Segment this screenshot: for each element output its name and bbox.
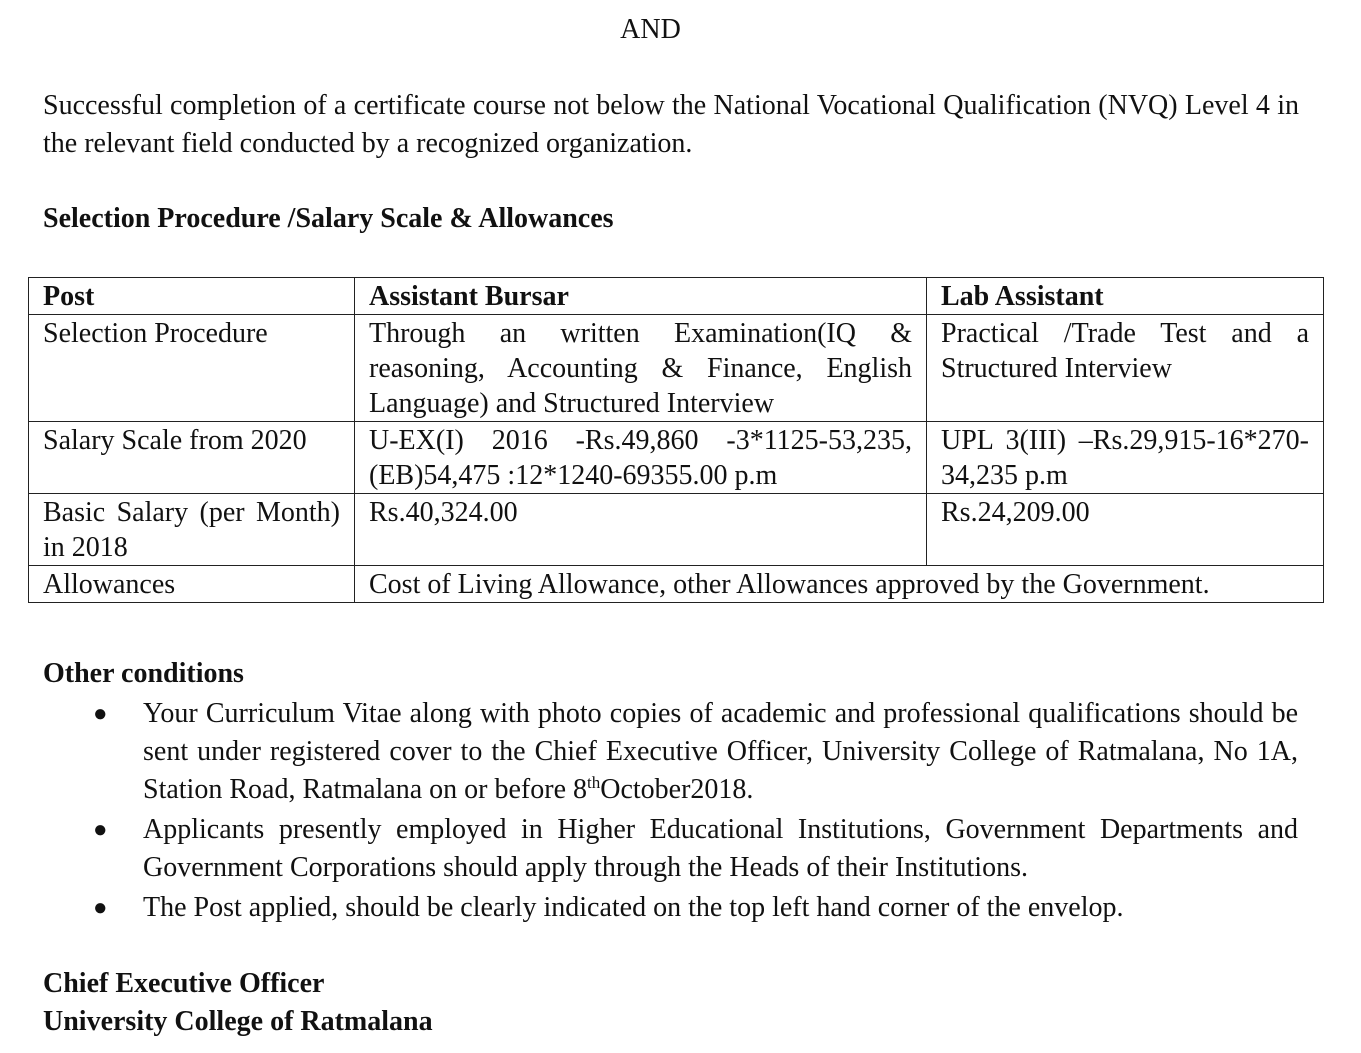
list-item (93, 889, 1298, 927)
assistant-bursar-basic-salary: Rs.40,324.00 (355, 494, 927, 566)
salary-table (28, 277, 1324, 603)
header-post: Post (29, 278, 355, 315)
bullet-icon: ● (93, 817, 108, 843)
condition-text: The Post applied, should be clearly indicated on the top left hand corner of the envelop. (143, 892, 1124, 923)
header-assistant-bursar: Assistant Bursar (355, 278, 927, 315)
condition-text: Applicants presently employed in Higher Educational Institutions, Government Departments and Government Corporations should apply through the Heads of their Institutions. (143, 814, 1298, 883)
ordinal-suffix: th (587, 773, 601, 792)
assistant-bursar-salary-scale: U-EX(I) 2016 -Rs.49,860 -3*1125-53,235,(EB)54,475 :12*1240-69355.00 p.m (355, 422, 927, 494)
conditions-list (93, 695, 1298, 929)
assistant-bursar-selection-procedure: Through an written Examination(IQ & reasoning, Accounting & Finance, English Language) and Structured Interview (355, 315, 927, 422)
signature-title: Chief Executive Officer (43, 968, 325, 999)
allowances-combined: Cost of Living Allowance, other Allowances approved by the Government. (355, 566, 1324, 603)
lab-assistant-salary-scale: UPL 3(III) –Rs.29,915-16*270-34,235 p.m (927, 422, 1324, 494)
bullet-icon: ● (93, 701, 108, 727)
table-row-basic-salary (29, 494, 1324, 566)
condition-text: Your Curriculum Vitae along with photo copies of academic and professional qualifications should be sent under registered cover to the Chief Executive Officer, University College of Ratmalana, No 1A, Station Road, Ratmalana on or before 8 (143, 698, 1298, 805)
row-label-selection-procedure: Selection Procedure (29, 315, 355, 422)
list-item (93, 811, 1298, 887)
selection-procedure-heading: Selection Procedure /Salary Scale & Allowances (43, 203, 614, 234)
row-label-salary-scale: Salary Scale from 2020 (29, 422, 355, 494)
list-item (93, 695, 1298, 809)
signature-organization: University College of Ratmalana (43, 1006, 433, 1037)
bullet-icon: ● (93, 895, 108, 921)
row-label-basic-salary: Basic Salary (per Month) in 2018 (29, 494, 355, 566)
other-conditions-heading: Other conditions (43, 658, 244, 689)
table-row-selection-procedure (29, 315, 1324, 422)
header-lab-assistant: Lab Assistant (927, 278, 1324, 315)
intro-paragraph: Successful completion of a certificate course not below the National Vocational Qualification (NVQ) Level 4 in the relevant field conducted by a recognized organization. (43, 90, 1299, 159)
condition-date: October2018. (600, 774, 754, 805)
lab-assistant-basic-salary: Rs.24,209.00 (927, 494, 1324, 566)
row-label-allowances: Allowances (29, 566, 355, 603)
and-connector: AND (620, 14, 681, 45)
table-row-salary-scale (29, 422, 1324, 494)
table-header-row (29, 278, 1324, 315)
lab-assistant-selection-procedure: Practical /Trade Test and a Structured Interview (927, 315, 1324, 422)
table-row-allowances (29, 566, 1324, 603)
